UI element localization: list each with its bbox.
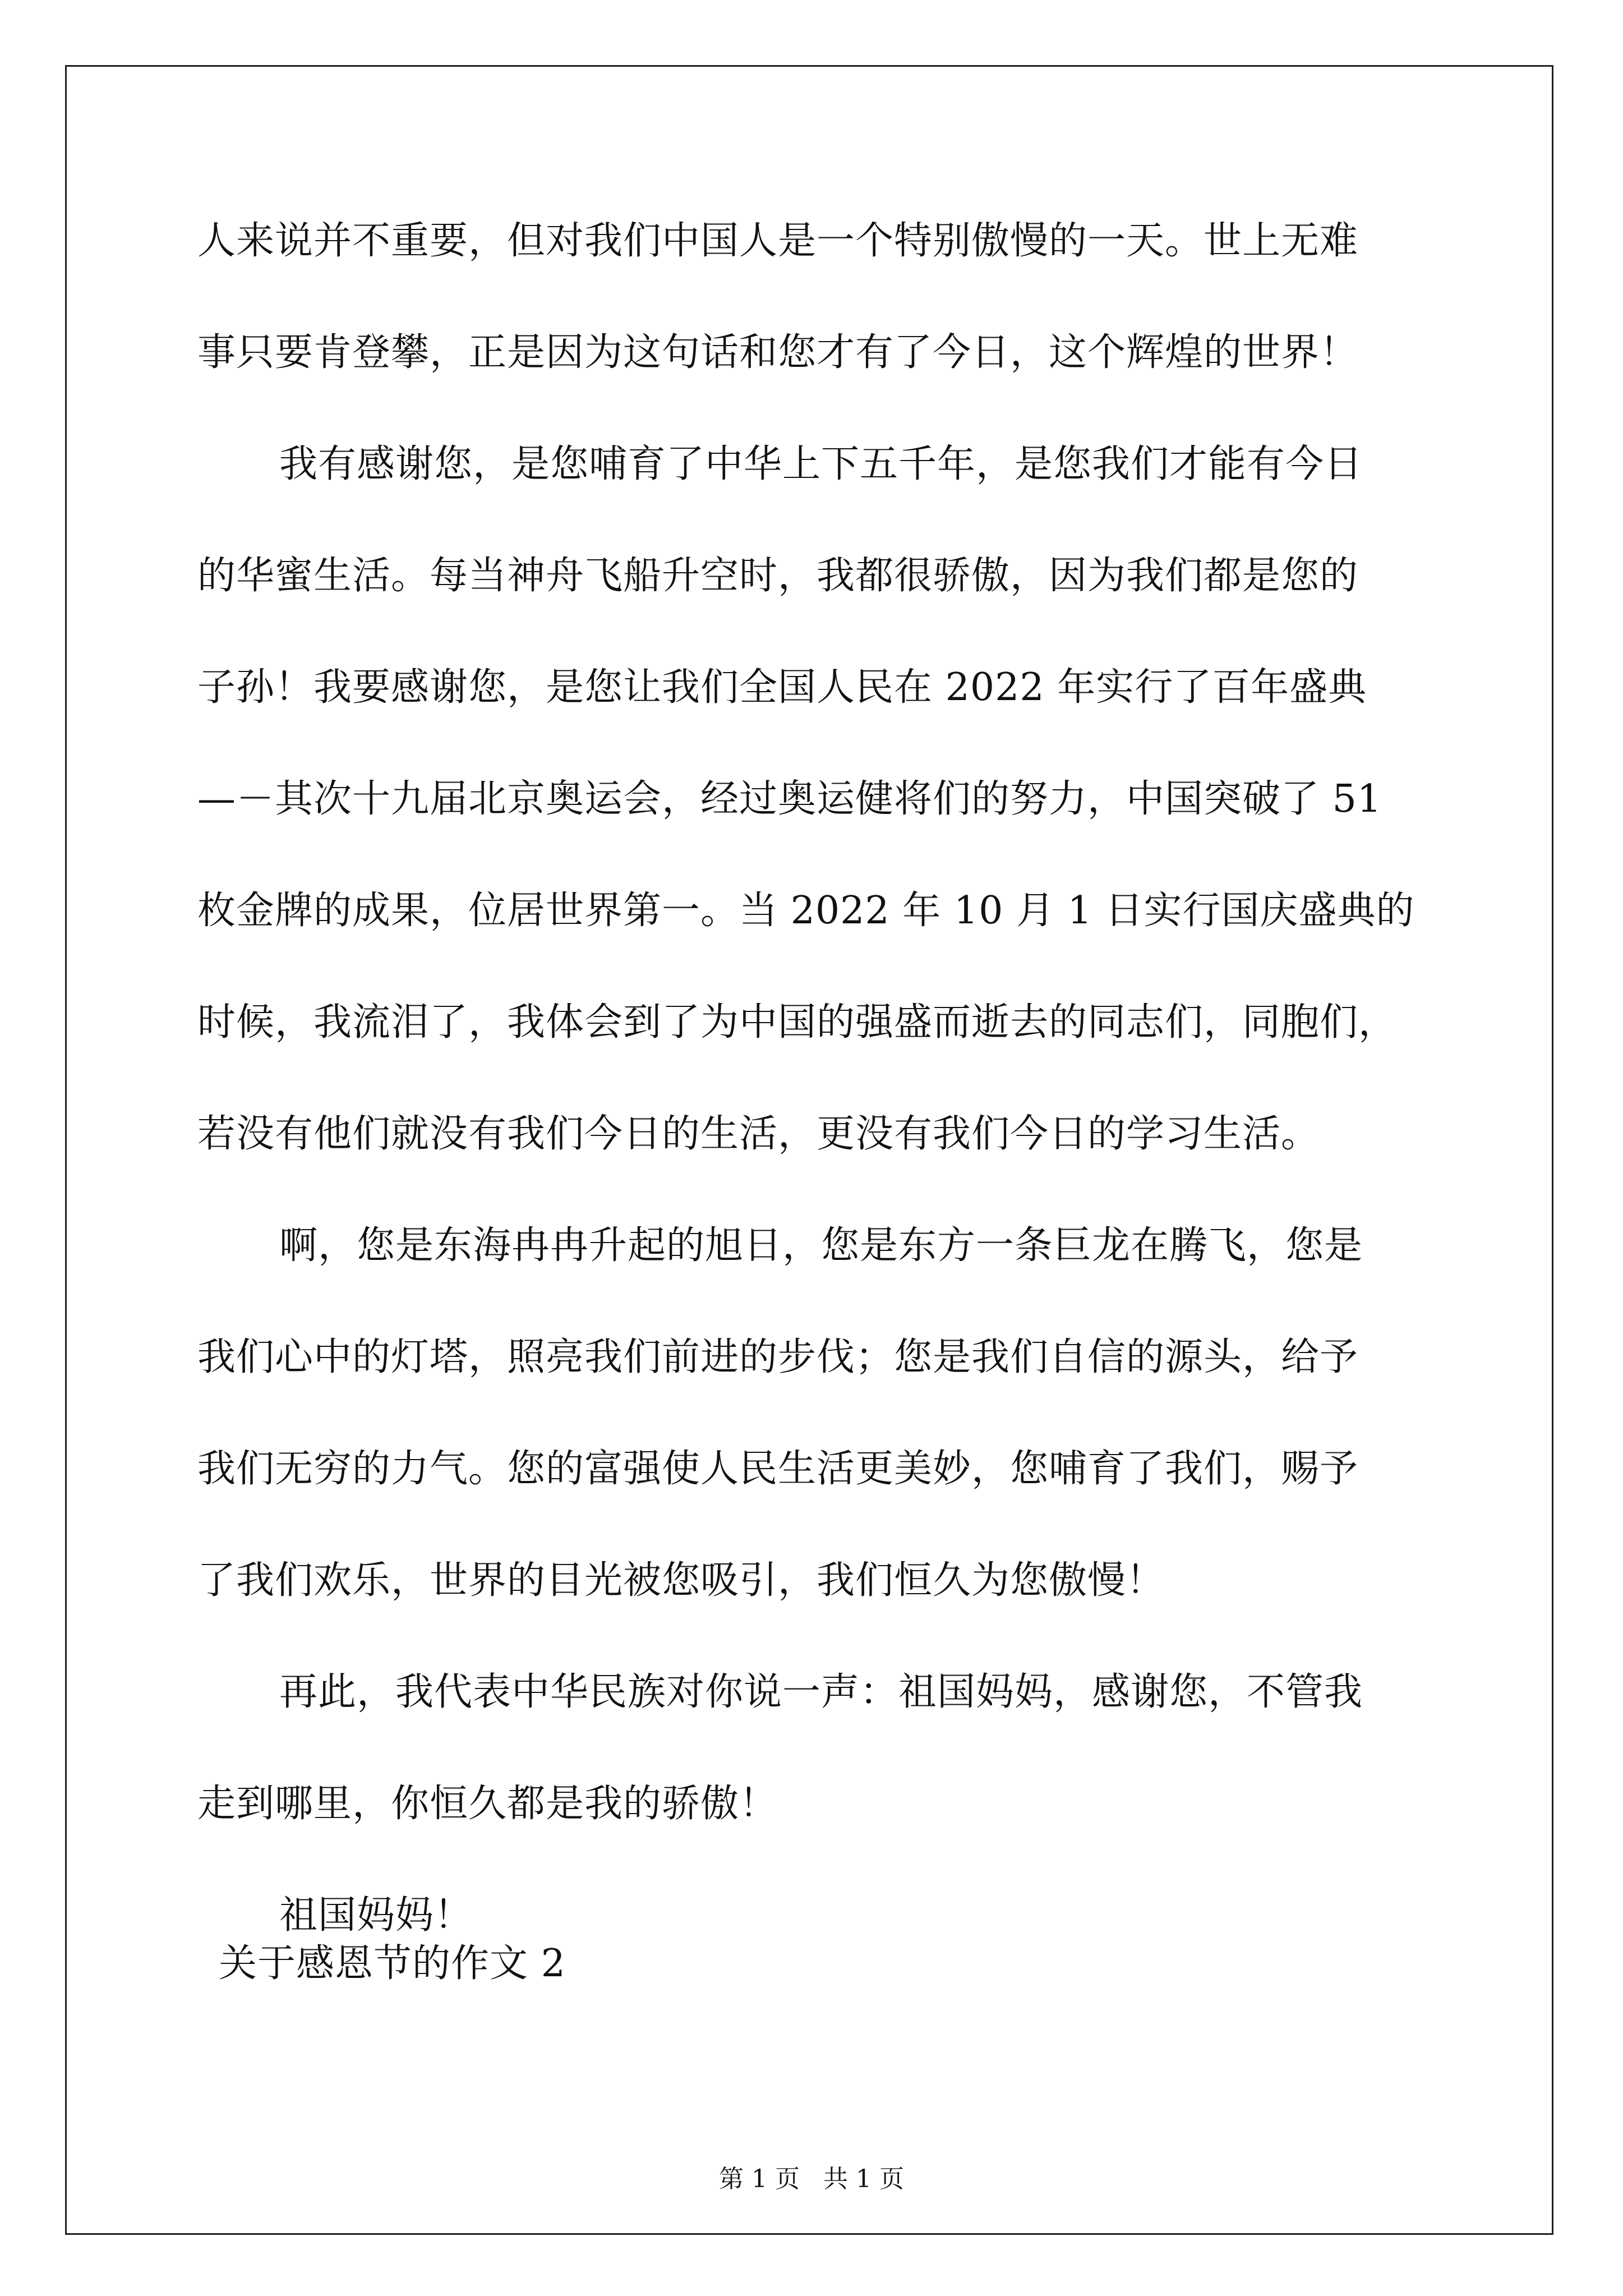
text-line: 枚金牌的成果，位居世界第一。当 2022 年 10 月 1 日实行国庆盛典的 <box>197 889 1415 933</box>
text-line: 子孙！我要感谢您，是您让我们全国人民在 2022 年实行了百年盛典 <box>197 665 1367 710</box>
text-line: 了我们欢乐，世界的目光被您吸引，我们恒久为您傲慢！ <box>197 1558 1165 1603</box>
text-line: 时候，我流泪了，我体会到了为中国的强盛而逝去的同志们，同胞们， <box>197 1000 1398 1045</box>
text-line: —－其次十九届北京奥运会，经过奥运健将们的努力，中国突破了 51 <box>197 777 1382 821</box>
paragraph-start-line: 祖国妈妈！ <box>279 1893 473 1938</box>
section-heading: 关于感恩节的作文 2 <box>219 1941 566 1986</box>
text-line: 我们心中的灯塔，照亮我们前进的步伐；您是我们自信的源头，给予 <box>197 1335 1359 1379</box>
text-line: 我们无穷的力气。您的富强使人民生活更美妙，您哺育了我们，赐予 <box>197 1447 1359 1491</box>
document-body <box>197 216 1482 2002</box>
paragraph-start-line: 再此，我代表中华民族对你说一声：祖国妈妈，感谢您，不管我 <box>279 1670 1363 1714</box>
text-line: 走到哪里，你恒久都是我的骄傲！ <box>197 1782 778 1826</box>
text-line: 事只要肯登攀，正是因为这句话和您才有了今日，这个辉煌的世界！ <box>197 330 1359 375</box>
text-line: 的华蜜生活。每当神舟飞船升空时，我都很骄傲，因为我们都是您的 <box>197 554 1359 598</box>
paragraph-start-line: 啊，您是东海冉冉升起的旭日，您是东方一条巨龙在腾飞，您是 <box>279 1223 1363 1268</box>
text-line: 若没有他们就没有我们今日的生活，更没有我们今日的学习生活。 <box>197 1112 1320 1156</box>
text-line: 人来说并不重要，但对我们中国人是一个特别傲慢的一天。世上无难 <box>197 219 1359 263</box>
paragraph-start-line: 我有感谢您，是您哺育了中华上下五千年，是您我们才能有今日 <box>279 442 1363 486</box>
page-footer: 第 1 页 共 1 页 <box>719 2165 904 2193</box>
